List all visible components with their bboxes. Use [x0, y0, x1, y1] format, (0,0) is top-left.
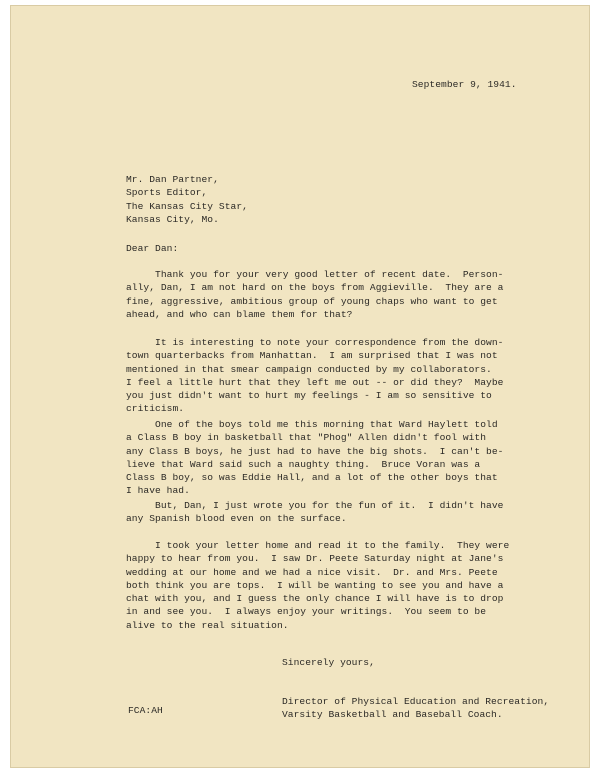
- body-paragraph: It is interesting to note your correspondence from the down- town quarterbacks from Manhattan. I am surprised that I was not mentioned in that smear campaign conducted by my collaborators. I feel a little hurt that they left me out -- or did they? Maybe you just didn't want to hurt my feelings - I am so sensitive to criticism.: [126, 337, 504, 415]
- recipient-city: Kansas City, Mo.: [126, 213, 219, 225]
- signature-title-line: Director of Physical Education and Recreation,: [282, 696, 550, 707]
- salutation: Dear Dan:: [126, 243, 179, 254]
- letter-date: September 9, 1941.: [412, 79, 517, 90]
- recipient-position: Sports Editor,: [126, 187, 208, 199]
- recipient-organization: The Kansas City Star,: [126, 200, 248, 212]
- body-paragraph: I took your letter home and read it to the family. They were happy to hear from you. I saw Dr. Peete Saturday night at Jane's wedding at our home and we had a nice visit. Dr. and Mrs. Peete both think you are tops. I will be wanting to see you and have a chat with you, and I guess the only chance I will have is to drop in and see you. I always enjoy your writings. You seem to be alive to the real situation.: [126, 540, 510, 631]
- recipient-name: Mr. Dan Partner,: [126, 174, 219, 185]
- body-paragraph: Thank you for your very good letter of recent date. Person- ally, Dan, I am not hard on the boys from Aggieville. They are a fine, aggressive, ambitious group of young chaps who want to get ahead, and who can blame them for that?: [126, 269, 504, 320]
- reference-initials: FCA:AH: [128, 705, 163, 716]
- body-paragraph: One of the boys told me this morning that Ward Haylett told a Class B boy in basketball that "Phog" Allen didn't fool with any Class B boys, he just had to have the big shots. I can't be- lieve that Ward said such a naughty thing. Bruce Voran was a Class B boy, so was Eddie Hall, and a lot of the other boys that I have had.: [126, 419, 504, 497]
- body-paragraph: But, Dan, I just wrote you for the fun of it. I didn't have any Spanish blood even on the surface.: [126, 500, 504, 525]
- signature-title: [282, 695, 549, 722]
- complimentary-close: Sincerely yours,: [282, 657, 375, 668]
- recipient-address: [126, 173, 248, 226]
- letter-page: [10, 5, 590, 768]
- signature-title-line: Varsity Basketball and Baseball Coach.: [282, 709, 503, 721]
